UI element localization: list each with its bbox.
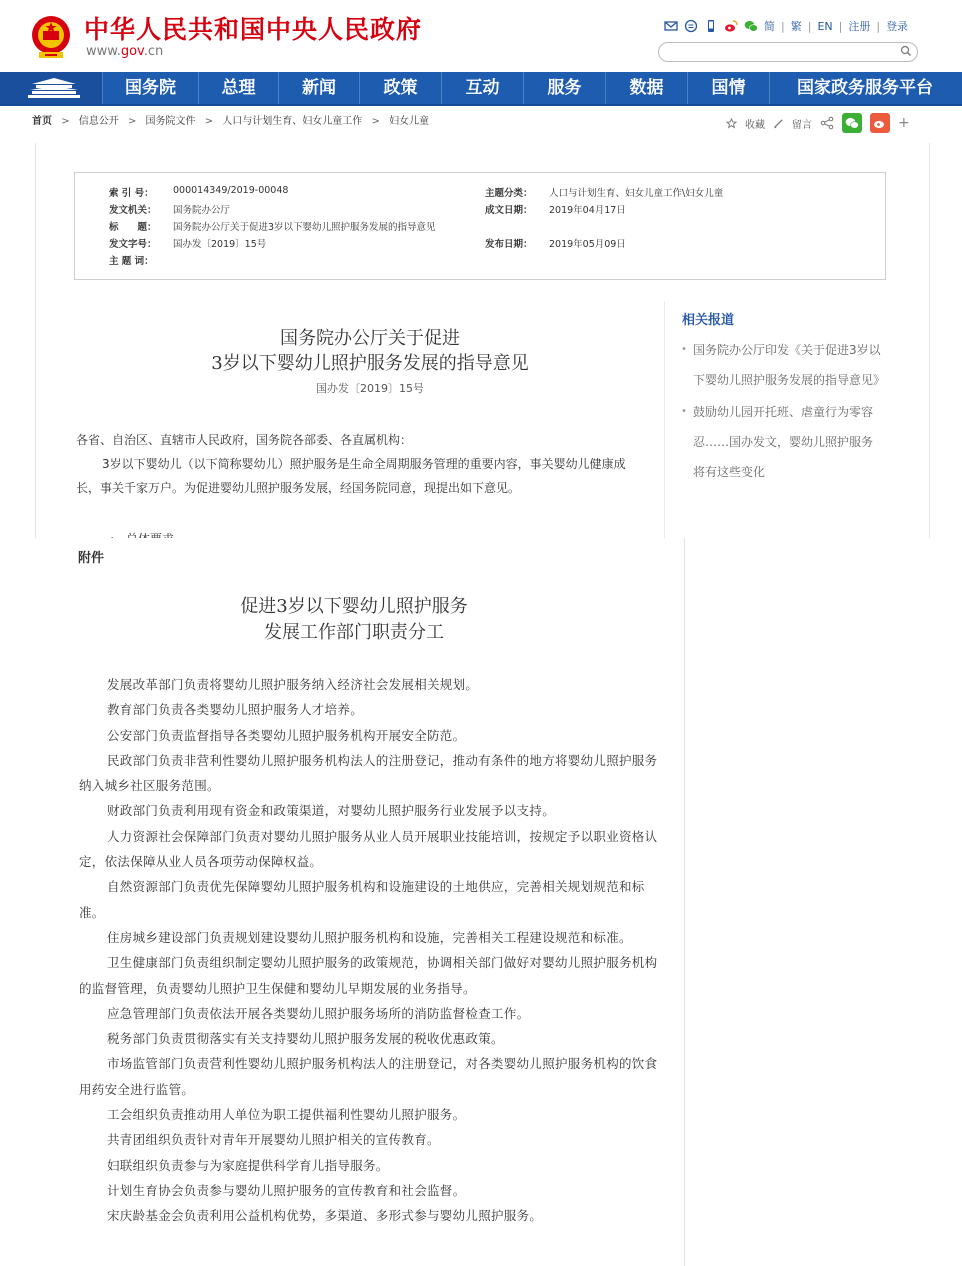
attachment-body <box>79 672 669 1229</box>
site-url[interactable] <box>86 44 163 59</box>
wechat-icon[interactable] <box>744 19 758 33</box>
site-url-prefix: www. <box>86 44 121 59</box>
attachment-title-line2: 发展工作部门职责分工 <box>264 622 444 643</box>
related-reports-sidebar <box>664 301 925 541</box>
related-reports-heading: 相关报道 <box>682 313 735 328</box>
meta-written-value: 2019年04月17日 <box>549 205 626 216</box>
login-link[interactable]: 登录 <box>886 20 909 33</box>
related-report-link[interactable]: • 国务院办公厅印发《关于促进3岁以下婴幼儿照护服务发展的指导意见》 <box>681 335 881 395</box>
chevron-right-icon: > <box>127 116 137 127</box>
duty-paragraph: 税务部门负责贯彻落实有关支持婴幼儿照护服务发展的税收优惠政策。 <box>107 1031 504 1047</box>
breadcrumb-info-disclosure[interactable]: 信息公开 <box>78 116 119 127</box>
blank-area <box>684 538 962 1266</box>
duty-paragraph: 妇联组织负责参与为家庭提供科学育儿指导服务。 <box>107 1157 389 1173</box>
lang-traditional-link[interactable]: 繁 <box>790 20 802 33</box>
national-emblem-icon[interactable] <box>30 14 72 60</box>
search-input[interactable] <box>658 42 918 62</box>
meta-published-value: 2019年05月09日 <box>549 239 626 250</box>
register-link[interactable]: 注册 <box>848 20 871 33</box>
nav-item-news[interactable]: 新闻 <box>278 72 359 104</box>
nav-home-button[interactable] <box>0 72 102 104</box>
mobile-icon[interactable] <box>704 19 718 33</box>
breadcrumb-home[interactable]: 首页 <box>32 116 52 127</box>
nav-item-interaction[interactable]: 互动 <box>441 72 523 104</box>
nav-item-state-council[interactable]: 国务院 <box>102 72 198 104</box>
weibo-icon[interactable] <box>724 19 738 33</box>
weibo-icon <box>873 117 887 129</box>
site-header <box>0 0 962 72</box>
meta-index-value: 000014349/2019-00048 <box>173 185 289 196</box>
meta-index <box>109 185 288 199</box>
attachment-title-line1: 促进3岁以下婴幼儿照护服务 <box>240 596 468 617</box>
meta-subject-label: 主 题 词： <box>109 256 154 267</box>
attachment-panel <box>34 538 685 1266</box>
tiananmen-icon <box>24 76 84 100</box>
meta-issuer-label: 发文机关： <box>109 205 157 216</box>
meta-docno-label: 发文字号： <box>109 239 157 250</box>
meta-category-value: 人口与计划生育、妇女儿童工作\妇女儿童 <box>549 188 724 199</box>
breadcrumb-state-council-docs[interactable]: 国务院文件 <box>145 116 196 127</box>
breadcrumb-population-work[interactable]: 人口与计划生育、妇女儿童工作 <box>222 116 363 127</box>
meta-docno <box>109 236 266 250</box>
meta-written-date <box>485 202 626 216</box>
nav-item-policy[interactable]: 政策 <box>359 72 441 104</box>
article-paragraph: 3岁以下婴幼儿（以下简称婴幼儿）照护服务是生命全周期服务管理的重要内容，事关婴幼儿健康成长，事关千家万户。为促进婴幼儿照护服务发展，经国务院同意，现提出如下意见。 <box>76 457 626 495</box>
meta-subject <box>109 253 173 267</box>
duty-paragraph: 计划生育协会负责参与婴幼儿照护服务的宣传教育和社会监督。 <box>107 1182 466 1198</box>
meta-title <box>109 219 436 233</box>
meta-category <box>485 185 723 199</box>
chevron-right-icon: > <box>61 116 70 127</box>
mail-icon[interactable] <box>664 19 678 33</box>
separator: | <box>838 19 843 33</box>
article-title-line2: 3岁以下婴幼儿照护服务发展的指导意见 <box>211 353 529 374</box>
weibo-share-button[interactable] <box>870 113 890 133</box>
duty-paragraph: 卫生健康部门负责组织制定婴幼儿照护服务的政策规范，协调相关部门做好对婴幼儿照护服务机构的监督管理，负责婴幼儿照护卫生保健和婴幼儿早期发展的业务指导。 <box>79 955 658 996</box>
pencil-icon[interactable] <box>773 118 784 129</box>
duty-paragraph: 民政部门负责非营利性婴幼儿照护服务机构法人的注册登记，推动有条件的地方将婴幼儿照护服务纳入城乡社区服务范围。 <box>79 752 658 794</box>
duty-paragraph: 应急管理部门负责依法开展各类婴幼儿照护服务场所的消防监督检查工作。 <box>107 1005 530 1021</box>
meta-title-value: 国务院办公厅关于促进3岁以下婴幼儿照护服务发展的指导意见 <box>173 222 436 233</box>
meta-written-label: 成文日期： <box>485 205 533 216</box>
attachment-title <box>134 594 574 646</box>
meta-index-label: 索 引 号： <box>109 188 154 199</box>
nav-item-service-platform[interactable]: 国家政务服务平台 <box>769 72 960 104</box>
wechat-share-button[interactable] <box>842 113 862 133</box>
nav-item-data[interactable]: 数据 <box>605 72 687 104</box>
meta-category-label: 主题分类： <box>485 188 533 199</box>
meta-published-date <box>485 236 626 250</box>
article-title <box>140 326 600 376</box>
search-icon[interactable] <box>900 45 912 57</box>
nav-items <box>102 72 960 104</box>
site-title[interactable]: 中华人民共和国中央人民政府 <box>84 15 423 44</box>
duty-paragraph: 公安部门负责监督指导各类婴幼儿照护服务机构开展安全防范。 <box>107 727 466 743</box>
duty-paragraph: 工会组织负责推动用人单位为职工提供福利性婴幼儿照护服务。 <box>107 1107 466 1123</box>
duty-paragraph: 共青团组织负责针对青年开展婴幼儿照护相关的宣传教育。 <box>107 1132 440 1148</box>
nav-item-services[interactable]: 服务 <box>523 72 605 104</box>
breadcrumb-women-children[interactable]: 妇女儿童 <box>389 116 430 127</box>
comment-button[interactable]: 留言 <box>792 119 812 131</box>
nav-item-premier[interactable]: 总理 <box>198 72 278 104</box>
duty-paragraph: 住房城乡建设部门负责规划建设婴幼儿照护服务机构和设施，完善相关工程建设规范和标准。 <box>107 929 632 945</box>
separator: | <box>876 19 881 33</box>
document-metadata <box>74 172 886 280</box>
separator: | <box>807 19 812 33</box>
lang-simplified-link[interactable]: 简 <box>764 20 775 33</box>
site-url-brand: gov <box>120 44 144 59</box>
duty-paragraph: 宋庆龄基金会负责利用公益机构优势，多渠道、多形式参与婴幼儿照护服务。 <box>107 1208 543 1224</box>
duty-paragraph: 人力资源社会保障部门负责对婴幼儿照护服务从业人员开展职业技能培训，按规定予以职业资格认定，依法保障从业人员各项劳动保障权益。 <box>79 828 658 870</box>
share-bar <box>726 113 910 133</box>
meta-issuer <box>109 202 230 216</box>
duty-paragraph: 自然资源部门负责优先保障婴幼儿照护服务机构和设施建设的土地供应，完善相关规划规范和标准。 <box>79 879 645 920</box>
meta-published-label: 发布日期： <box>485 239 533 250</box>
chevron-right-icon: > <box>371 116 380 127</box>
site-url-suffix: .cn <box>143 44 164 59</box>
wechat-icon <box>845 117 859 129</box>
article-salutation: 各省、自治区、直辖市人民政府，国务院各部委、各直属机构： <box>76 433 413 447</box>
related-report-link[interactable]: • 鼓励幼儿园开托班、虐童行为零容忍……国办发文，婴幼儿照护服务将有这些变化 <box>681 397 881 487</box>
star-icon[interactable] <box>726 118 737 129</box>
meta-title-label: 标 题： <box>109 222 157 233</box>
message-icon[interactable] <box>684 19 698 33</box>
main-nav <box>0 72 962 106</box>
chevron-right-icon: > <box>204 116 214 127</box>
duty-paragraph: 教育部门负责各类婴幼儿照护服务人才培养。 <box>107 702 364 718</box>
separator: | <box>781 19 785 33</box>
meta-issuer-value: 国务院办公厅 <box>173 205 231 216</box>
article-doc-number: 国办发〔2019〕15号 <box>316 382 424 395</box>
duty-paragraph: 发展改革部门负责将婴幼儿照护服务纳入经济社会发展相关规划。 <box>107 677 479 692</box>
nav-item-national-info[interactable]: 国情 <box>687 72 769 104</box>
meta-docno-value: 国办发〔2019〕15号 <box>173 239 267 250</box>
more-share-button[interactable]: + <box>898 115 910 131</box>
duty-paragraph: 财政部门负责利用现有资金和政策渠道，对婴幼儿照护服务行业发展予以支持。 <box>107 803 556 819</box>
article-body <box>76 428 646 500</box>
top-tools <box>664 18 908 34</box>
lang-english-link[interactable]: EN <box>817 19 833 33</box>
duty-paragraph: 市场监管部门负责营利性婴幼儿照护服务机构法人的注册登记，对各类婴幼儿照护服务机构的饮食用药安全进行监管。 <box>79 1056 658 1097</box>
share-icon[interactable] <box>820 116 834 130</box>
attachment-label: 附件 <box>78 551 105 566</box>
article-title-line1: 国务院办公厅关于促进 <box>280 328 460 349</box>
favorite-button[interactable]: 收藏 <box>745 119 765 131</box>
related-reports-list <box>681 335 886 489</box>
